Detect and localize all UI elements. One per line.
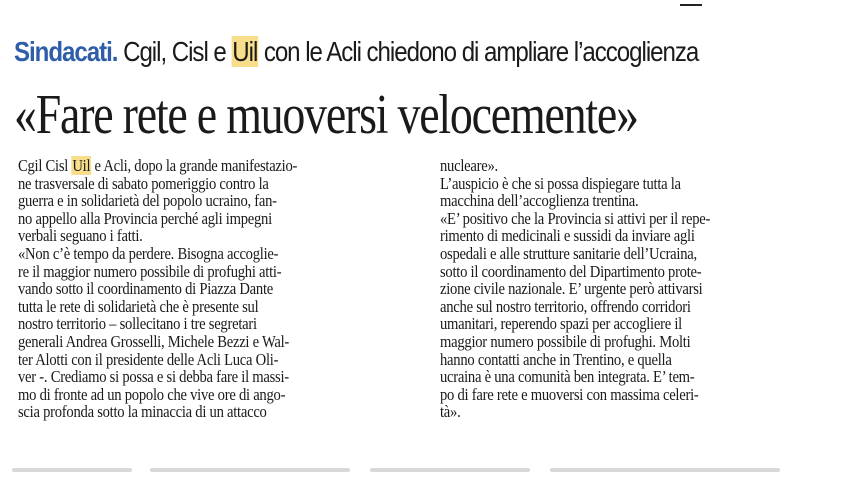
body-text-line: tà». (440, 402, 461, 422)
cutoff-text-fragment (550, 468, 780, 472)
section-label: Sindacati. (14, 36, 118, 67)
body-column-left (18, 157, 418, 421)
body-text-line: re il maggior numero possibile di profughi atti- (18, 261, 282, 281)
body-text-line: scia profonda sotto la minaccia di un attacco (18, 402, 267, 422)
body-text-line: umanitari, reperendo spazi per accogliere il (440, 314, 682, 334)
article-headline: «Fare rete e muoversi velocemente» (14, 84, 638, 146)
article-kicker (14, 30, 728, 74)
body-text-line: zione civile nazionale. E’ urgente però attivarsi (440, 279, 703, 299)
body-text-line: maggior numero possibile di profughi. Molti (440, 331, 691, 351)
cutoff-text-fragment (370, 468, 530, 472)
body-text-line: L’auspicio è che si possa dispiegare tutta la (440, 173, 681, 193)
body-text-line: po di fare rete e muoversi con massima celeri- (440, 384, 699, 404)
body-text-line: no appello alla Provincia perché agli impegni (18, 208, 272, 228)
body-text-line: ospedali e alle strutture sanitarie dell’Ucraina, (440, 243, 697, 263)
body-text-line: «Non c’è tempo da perdere. Bisogna accoglie- (18, 243, 279, 263)
cutoff-text-fragment (12, 468, 132, 472)
first-line-before: Cgil Cisl (18, 156, 72, 175)
body-text-line: anche sul nostro territorio, offrendo corridori (440, 296, 691, 316)
body-first-line (18, 157, 362, 175)
cutoff-text-fragment (150, 468, 350, 472)
body-text-line: rimento di medicinali e sussidi da inviare agli (440, 226, 695, 246)
body-text-line: mo di fronte ad un popolo che vive ore di ango- (18, 384, 286, 404)
body-text-line: nostro territorio – sollecitano i tre segretari (18, 314, 257, 334)
body-text-line: verbali seguano i fatti. (18, 226, 143, 246)
top-edge-mark (680, 4, 702, 6)
body-text-line: sotto il coordinamento del Dipartimento prote- (440, 261, 702, 281)
kicker-highlight: Uil (232, 36, 258, 67)
body-text-line: «E’ positivo che la Provincia si attivi per il repe- (440, 208, 711, 228)
body-text-line: ter Alotti con il presidente delle Acli Luca Oli- (18, 349, 279, 369)
kicker-text-after: con le Acli chiedono di ampliare l’accoglienza (258, 36, 699, 67)
body-text-line: nucleare». (440, 156, 498, 175)
body-text-line: ucraina è una comunità ben integrata. E’ tem- (440, 367, 695, 387)
next-article-edge (0, 462, 847, 477)
body-text-line: tutta le rete di solidarietà che è presente sul (18, 296, 259, 316)
body-highlight: Uil (72, 156, 91, 175)
body-text-line: generali Andrea Grosselli, Michele Bezzi e Wal- (18, 331, 290, 351)
body-text-line: vando sotto il coordinamento di Piazza Dante (18, 279, 273, 299)
first-line-after: e Acli, dopo la grande manifestazio- (91, 156, 298, 175)
body-text-line: guerra e in solidarietà del popolo ucraino, fan- (18, 191, 277, 211)
body-text-line: hanno contatti anche in Trentino, e quella (440, 349, 672, 369)
kicker-text-before: Cgil, Cisl e (117, 36, 232, 67)
body-text-line: macchina dell’accoglienza trentina. (440, 191, 639, 211)
top-margin (0, 0, 847, 28)
body-text-line: ne trasversale di sabato pomeriggio contro la (18, 173, 269, 193)
body-text-line: ver -. Crediamo si possa e si debba fare il massi- (18, 367, 289, 387)
body-column-right (440, 157, 840, 421)
